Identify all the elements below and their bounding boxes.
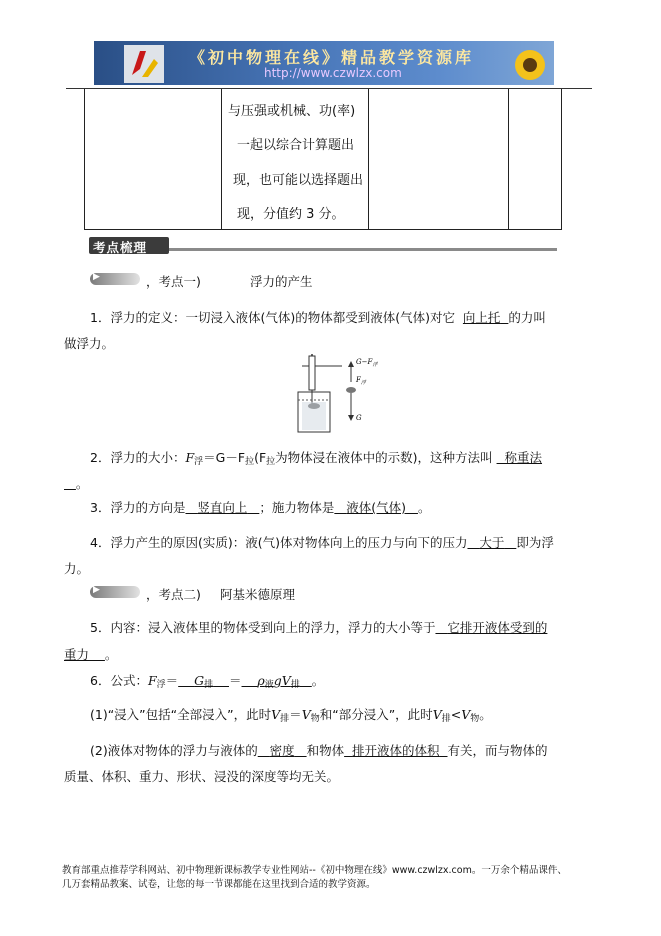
section-heading [89, 237, 169, 254]
p2-line1: 2．浮力的大小：$F_浮=G-F_拉(F_拉$为物体浸在液体中的示数)，这种方法叫 称重法 [90, 450, 543, 467]
p6-note2-line1: (2)液体对物体的浮力与液体的 密度 和物体 排开液体的体积 有关，而与物体的 [90, 743, 548, 758]
table-cell-line: 现，分值约 3 分。 [237, 207, 345, 222]
p1-line2: 做浮力。 [64, 336, 115, 351]
table-border-col4 [508, 89, 509, 229]
topic-marker-icon [90, 586, 140, 598]
section-title: 考点梳理 [93, 240, 148, 255]
p4-answer: 大于 [479, 535, 505, 550]
p1-answer: 向上托 [462, 310, 501, 325]
p5-line1: 5．内容：浸入液体里的物体受到向上的浮力，浮力的大小等于 它排开液体受到的 [90, 620, 548, 635]
table-border-right [561, 89, 562, 229]
p3-answer1: 竖直向上 [197, 500, 248, 515]
p3-answer2: 液体(气体) [346, 500, 407, 515]
topic2-title: 阿基米德原理 [220, 587, 296, 602]
header-rule [66, 88, 592, 89]
p6-answer2: ρ [257, 673, 265, 688]
topic2-prefix: ，考点二) [146, 587, 201, 602]
buoyancy-figure [290, 352, 390, 436]
p2-line2: 。 [75, 476, 89, 491]
p2-answer: 称重法 [504, 450, 543, 465]
banner-title: 《初中物理在线》精品教学资源库 [189, 48, 475, 67]
figure-label-mid: $F_浮$ [356, 376, 366, 386]
p6-note2-line2: 质量、体积、重力、形状、浸没的深度等均无关。 [64, 769, 340, 784]
p6-note2-answer2: 排开液体的体积 [352, 743, 440, 758]
topic1-title: 浮力的产生 [250, 274, 313, 289]
table-border-bottom [84, 229, 562, 230]
p6-note2-answer1: 密度 [269, 743, 295, 758]
p4-line2: 力。 [64, 561, 90, 576]
p4-line1: 4．浮力产生的原因(实质)：液(气)体对物体向上的压力与向下的压力 大于 即为浮 [90, 535, 554, 550]
banner-url: http://www.czwlzx.com [264, 66, 402, 80]
site-logo-icon [124, 45, 164, 83]
sunflower-icon [504, 41, 554, 85]
footer-line: 教育部重点推荐学科网站、初中物理新课标教学专业性网站--《初中物理在线》www.czwlzx.com。一万余个精品课件、 [62, 865, 567, 876]
header-banner [94, 41, 554, 85]
figure-label-top: $G-F_浮$ [356, 358, 378, 368]
p6-note1: (1)“浸入”包括“全部浸入”，此时$V_排=V_物$和“部分浸入”，此时$V_排<V_物$。 [90, 707, 492, 724]
table-cell-line: 与压强或机械、功(率) [228, 104, 356, 119]
p6-answer1: G [194, 673, 205, 688]
table-border-col2 [221, 89, 222, 229]
p6-formula: 6．公式：$F_浮=$ $G_排$ ＝ $\rho_液gV_排$ 。 [90, 673, 325, 690]
section-rule [169, 248, 557, 251]
table-cell-line: 现，也可能以选择题出 [233, 173, 364, 188]
footer-line: 几万套精品教案、试卷，让您的每一节课都能在这里找到合适的教学资源。 [62, 879, 376, 890]
page-footer [62, 864, 602, 892]
table-border-left [84, 89, 85, 229]
p1-line1: 1．浮力的定义：一切浸入液体(气体)的物体都受到液体(气体)对它 向上托 的力叫 [90, 310, 546, 325]
p5-line2: 重力 。 [64, 647, 118, 662]
p3: 3．浮力的方向是 竖直向上 ；施力物体是 液体(气体) 。 [90, 500, 431, 515]
p5-answer: 它排开液体受到的 [447, 620, 548, 635]
topic-marker-icon [90, 273, 140, 285]
figure-label-bottom: G [356, 414, 362, 422]
topic1-prefix: ，考点一) [146, 274, 201, 289]
table-border-col3 [368, 89, 369, 229]
table-cell-line: 一起以综合计算题出 [237, 138, 355, 153]
